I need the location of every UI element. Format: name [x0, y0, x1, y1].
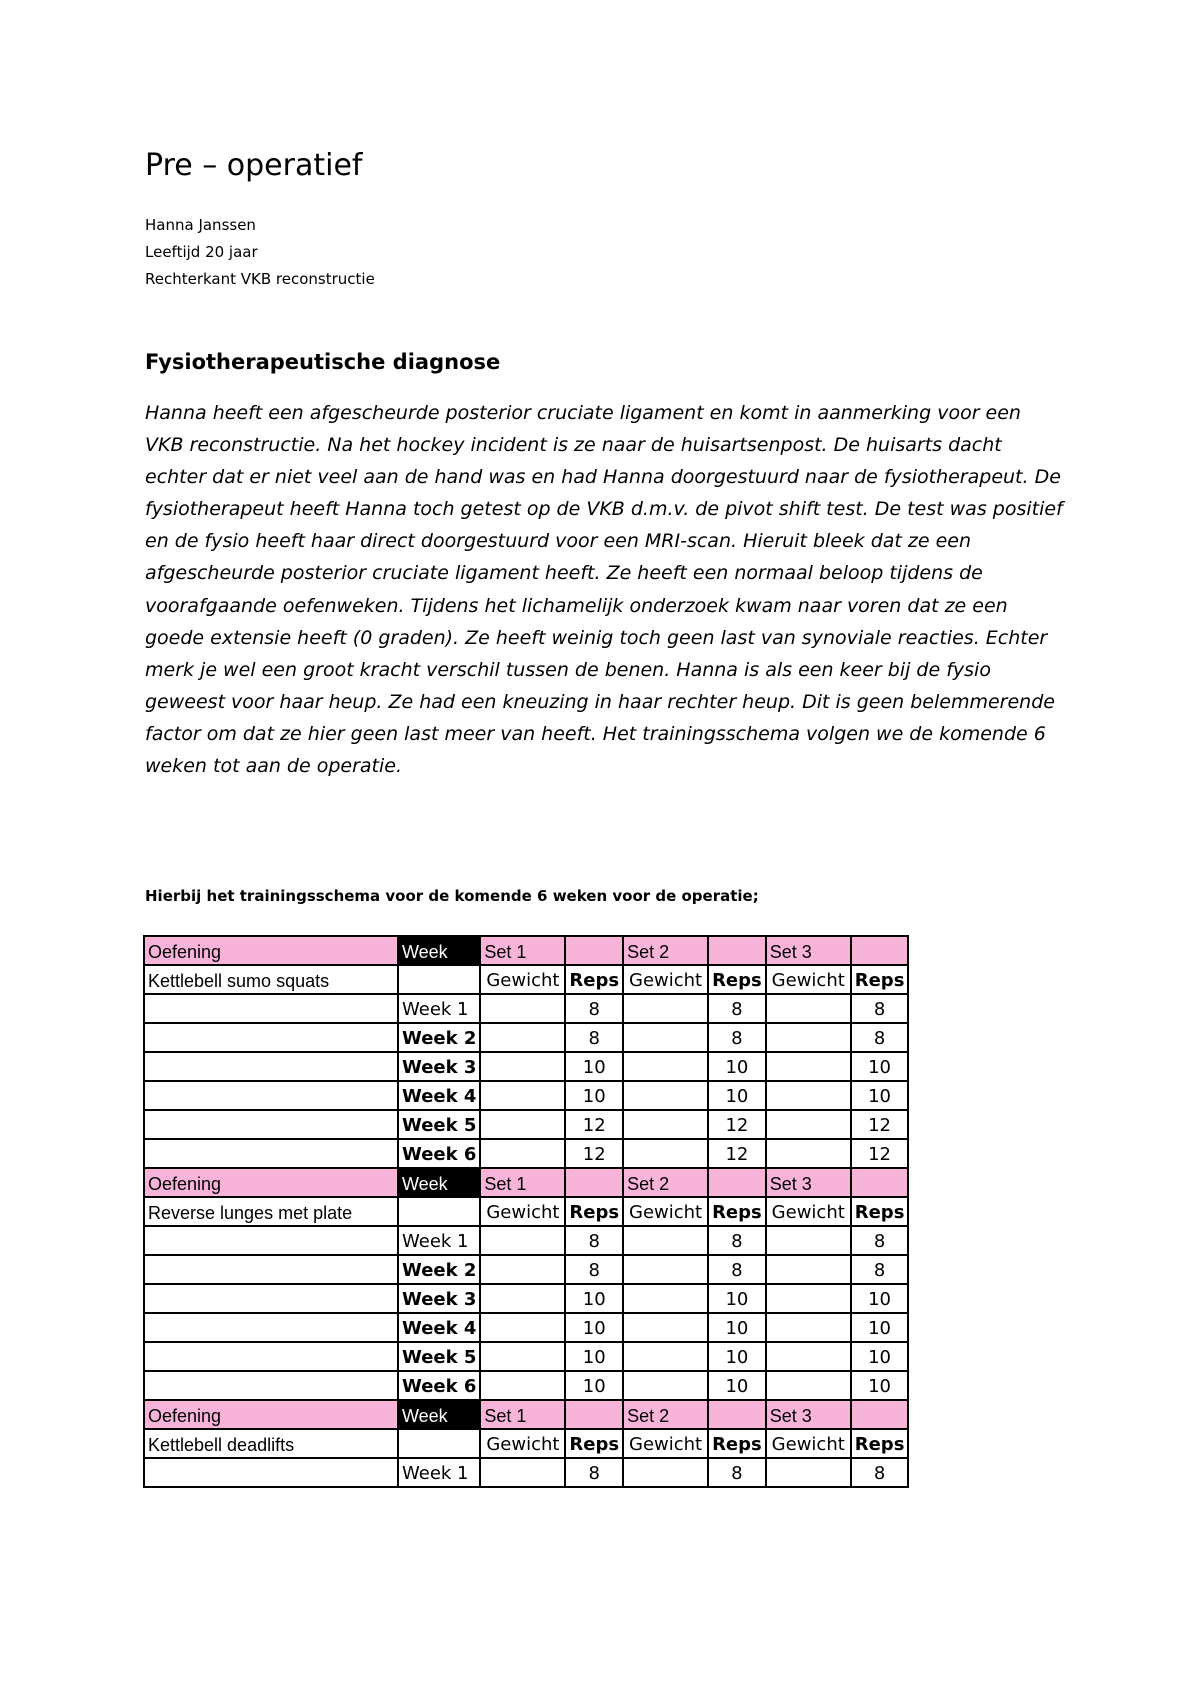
reps-value: 8	[565, 1226, 623, 1255]
weight-value	[623, 994, 708, 1023]
weight-value	[766, 1139, 851, 1168]
reps-value: 8	[708, 1023, 766, 1052]
reps-value: 8	[851, 1023, 909, 1052]
reps-value: 8	[851, 1226, 909, 1255]
weight-value	[766, 1226, 851, 1255]
reps-value: 10	[708, 1313, 766, 1342]
schema-header-row	[144, 936, 908, 965]
exercise-blank	[144, 1342, 398, 1371]
reps-value: 10	[565, 1313, 623, 1342]
reps-value: 10	[708, 1081, 766, 1110]
exercise-blank	[144, 1371, 398, 1400]
reps-value: 10	[565, 1342, 623, 1371]
exercise-name: Kettlebell sumo squats	[144, 965, 398, 994]
weight-value	[766, 1342, 851, 1371]
weight-value	[480, 1342, 565, 1371]
weight-value	[623, 1110, 708, 1139]
weight-value	[766, 1110, 851, 1139]
reps-value: 8	[851, 1255, 909, 1284]
header-exercise: Oefening	[144, 936, 398, 965]
exercise-name: Reverse lunges met plate	[144, 1197, 398, 1226]
header-set1: Set 1	[480, 1168, 565, 1197]
header-set1: Set 1	[480, 1400, 565, 1429]
schema-intro: Hierbij het trainingsschema voor de komende 6 weken voor de operatie;	[145, 887, 759, 905]
weight-value	[480, 1226, 565, 1255]
weight-value	[766, 1081, 851, 1110]
header-set2-blank	[708, 1168, 766, 1197]
subheader-week-blank	[398, 1197, 480, 1226]
reps-value: 8	[851, 994, 909, 1023]
weight-value	[766, 1313, 851, 1342]
diagnosis-heading: Fysiotherapeutische diagnose	[145, 350, 501, 374]
patient-procedure: Rechterkant VKB reconstructie	[145, 270, 375, 288]
week-label: Week 1	[398, 994, 480, 1023]
reps-value: 10	[708, 1052, 766, 1081]
header-set3-blank	[851, 1168, 909, 1197]
patient-info	[145, 212, 375, 293]
header-set2-blank	[708, 936, 766, 965]
subheader-week-blank	[398, 1429, 480, 1458]
weight-value	[480, 1284, 565, 1313]
subheader-weight: Gewicht	[766, 965, 851, 994]
subheader-reps: Reps	[708, 1197, 766, 1226]
subheader-week-blank	[398, 965, 480, 994]
schema-week-row	[144, 1458, 908, 1487]
subheader-weight: Gewicht	[766, 1429, 851, 1458]
reps-value: 12	[851, 1139, 909, 1168]
reps-value: 8	[565, 1255, 623, 1284]
reps-value: 8	[565, 1023, 623, 1052]
schema-week-row	[144, 1052, 908, 1081]
exercise-blank	[144, 1226, 398, 1255]
weight-value	[623, 1342, 708, 1371]
week-label: Week 6	[398, 1139, 480, 1168]
weight-value	[623, 1313, 708, 1342]
weight-value	[623, 1458, 708, 1487]
subheader-reps: Reps	[851, 1197, 909, 1226]
week-label: Week 1	[398, 1226, 480, 1255]
weight-value	[480, 994, 565, 1023]
header-set3: Set 3	[766, 1400, 851, 1429]
subheader-weight: Gewicht	[480, 965, 565, 994]
subheader-weight: Gewicht	[480, 1197, 565, 1226]
week-label: Week 2	[398, 1023, 480, 1052]
weight-value	[480, 1110, 565, 1139]
reps-value: 10	[708, 1371, 766, 1400]
reps-value: 8	[708, 994, 766, 1023]
exercise-blank	[144, 1052, 398, 1081]
weight-value	[623, 1023, 708, 1052]
header-set3: Set 3	[766, 936, 851, 965]
header-set2: Set 2	[623, 1168, 708, 1197]
schema-subheader-row	[144, 1429, 908, 1458]
week-label: Week 4	[398, 1313, 480, 1342]
week-label: Week 6	[398, 1371, 480, 1400]
header-week: Week	[398, 1400, 480, 1429]
reps-value: 10	[851, 1371, 909, 1400]
header-week: Week	[398, 936, 480, 965]
reps-value: 12	[708, 1139, 766, 1168]
weight-value	[623, 1139, 708, 1168]
subheader-reps: Reps	[565, 965, 623, 994]
week-label: Week 2	[398, 1255, 480, 1284]
reps-value: 10	[851, 1313, 909, 1342]
subheader-reps: Reps	[708, 965, 766, 994]
reps-value: 12	[851, 1110, 909, 1139]
reps-value: 8	[708, 1226, 766, 1255]
weight-value	[623, 1371, 708, 1400]
header-set2: Set 2	[623, 1400, 708, 1429]
subheader-reps: Reps	[708, 1429, 766, 1458]
week-label: Week 5	[398, 1110, 480, 1139]
schema-week-row	[144, 1023, 908, 1052]
exercise-blank	[144, 1081, 398, 1110]
page-title: Pre – operatief	[145, 148, 363, 183]
reps-value: 10	[565, 1371, 623, 1400]
weight-value	[480, 1023, 565, 1052]
subheader-reps: Reps	[565, 1429, 623, 1458]
weight-value	[623, 1255, 708, 1284]
header-set3-blank	[851, 936, 909, 965]
reps-value: 10	[851, 1284, 909, 1313]
weight-value	[480, 1313, 565, 1342]
weight-value	[766, 1052, 851, 1081]
reps-value: 10	[708, 1342, 766, 1371]
reps-value: 10	[565, 1284, 623, 1313]
weight-value	[623, 1081, 708, 1110]
header-set1-blank	[565, 1400, 623, 1429]
weight-value	[623, 1284, 708, 1313]
exercise-blank	[144, 1255, 398, 1284]
week-label: Week 4	[398, 1081, 480, 1110]
schema-week-row	[144, 994, 908, 1023]
schema-week-row	[144, 1110, 908, 1139]
schema-week-row	[144, 1313, 908, 1342]
patient-age: Leeftijd 20 jaar	[145, 243, 258, 261]
week-label: Week 3	[398, 1052, 480, 1081]
exercise-name: Kettlebell deadlifts	[144, 1429, 398, 1458]
header-set1: Set 1	[480, 936, 565, 965]
weight-value	[623, 1052, 708, 1081]
exercise-blank	[144, 994, 398, 1023]
reps-value: 10	[565, 1052, 623, 1081]
schema-subheader-row	[144, 965, 908, 994]
weight-value	[766, 1255, 851, 1284]
header-set3-blank	[851, 1400, 909, 1429]
week-label: Week 5	[398, 1342, 480, 1371]
reps-value: 10	[565, 1081, 623, 1110]
subheader-weight: Gewicht	[623, 965, 708, 994]
exercise-blank	[144, 1284, 398, 1313]
reps-value: 12	[708, 1110, 766, 1139]
reps-value: 10	[851, 1342, 909, 1371]
reps-value: 8	[708, 1458, 766, 1487]
exercise-blank	[144, 1139, 398, 1168]
schema-header-row	[144, 1400, 908, 1429]
weight-value	[766, 1023, 851, 1052]
exercise-blank	[144, 1110, 398, 1139]
weight-value	[480, 1371, 565, 1400]
header-exercise: Oefening	[144, 1168, 398, 1197]
reps-value: 8	[565, 994, 623, 1023]
reps-value: 10	[851, 1052, 909, 1081]
weight-value	[766, 1284, 851, 1313]
weight-value	[766, 1458, 851, 1487]
exercise-blank	[144, 1458, 398, 1487]
header-set3: Set 3	[766, 1168, 851, 1197]
reps-value: 12	[565, 1139, 623, 1168]
patient-name: Hanna Janssen	[145, 216, 256, 234]
header-week: Week	[398, 1168, 480, 1197]
weight-value	[480, 1052, 565, 1081]
header-set2: Set 2	[623, 936, 708, 965]
schema-header-row	[144, 1168, 908, 1197]
subheader-reps: Reps	[851, 1429, 909, 1458]
schema-week-row	[144, 1226, 908, 1255]
schema-subheader-row	[144, 1197, 908, 1226]
schema-week-row	[144, 1255, 908, 1284]
reps-value: 8	[708, 1255, 766, 1284]
weight-value	[623, 1226, 708, 1255]
subheader-weight: Gewicht	[480, 1429, 565, 1458]
weight-value	[766, 994, 851, 1023]
schema-week-row	[144, 1342, 908, 1371]
header-exercise: Oefening	[144, 1400, 398, 1429]
subheader-reps: Reps	[851, 965, 909, 994]
reps-value: 8	[851, 1458, 909, 1487]
weight-value	[480, 1139, 565, 1168]
schema-week-row	[144, 1081, 908, 1110]
exercise-blank	[144, 1023, 398, 1052]
weight-value	[480, 1081, 565, 1110]
week-label: Week 1	[398, 1458, 480, 1487]
reps-value: 10	[708, 1284, 766, 1313]
subheader-weight: Gewicht	[623, 1197, 708, 1226]
week-label: Week 3	[398, 1284, 480, 1313]
header-set2-blank	[708, 1400, 766, 1429]
schema-week-row	[144, 1284, 908, 1313]
reps-value: 12	[565, 1110, 623, 1139]
subheader-weight: Gewicht	[623, 1429, 708, 1458]
header-set1-blank	[565, 936, 623, 965]
header-set1-blank	[565, 1168, 623, 1197]
schema-week-row	[144, 1371, 908, 1400]
reps-value: 8	[565, 1458, 623, 1487]
diagnosis-text: Hanna heeft een afgescheurde posterior cruciate ligament en komt in aanmerking voor een VKB reconstructie. Na het hockey incident is ze naar de huisartsenpost. De huisarts dacht echter dat er niet veel aan de hand was en had Hanna doorgestuurd naar de fysiotherapeut. De fysiotherapeut heeft Hanna toch getest op de VKB d.m.v. de pivot shift test. De test was positief en de fysio heeft haar direct doorgestuurd voor een MRI-scan. Hieruit bleek dat ze een afgescheurde posterior cruciate ligament heeft. Ze heeft een normaal beloop tijdens de voorafgaande oefenweken. Tijdens het lichamelijk onderzoek kwam naar voren dat ze een goede extensie heeft (0 graden). Ze heeft weinig toch geen last van synoviale reacties. Echter merk je wel een groot kracht verschil tussen de benen. Hanna is als een keer bij de fysio geweest voor haar heup. Ze had een kneuzing in haar rechter heup. Dit is geen belemmerende factor om dat ze hier geen last meer van heeft. Het trainingsschema volgen we de komende 6 weken tot aan de operatie.	[145, 402, 1063, 778]
schema-week-row	[144, 1139, 908, 1168]
subheader-reps: Reps	[565, 1197, 623, 1226]
training-schema-table	[143, 935, 909, 1488]
reps-value: 10	[851, 1081, 909, 1110]
exercise-blank	[144, 1313, 398, 1342]
weight-value	[480, 1458, 565, 1487]
subheader-weight: Gewicht	[766, 1197, 851, 1226]
weight-value	[480, 1255, 565, 1284]
weight-value	[766, 1371, 851, 1400]
